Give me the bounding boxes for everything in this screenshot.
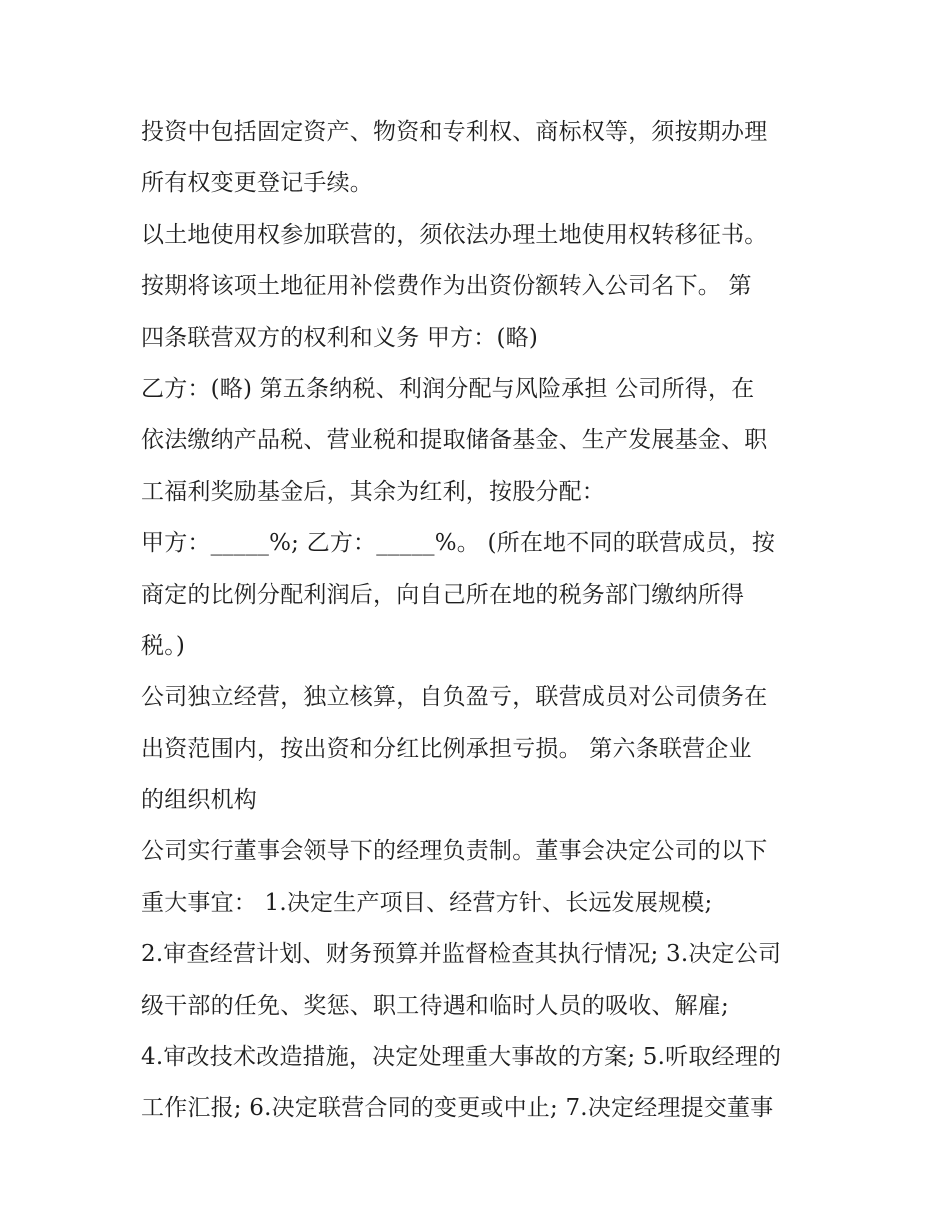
text-line: 按期将该项土地征用补偿费作为出资份额转入公司名下。 第 (141, 273, 752, 300)
text-line: 商定的比例分配利润后，向自己所在地的税务部门缴纳所得 (141, 581, 745, 608)
text-line: 乙方：(略) 第五条纳税、利润分配与风险承担 公司所得，在 (141, 375, 755, 402)
text-line: 四条联营双方的权利和义务 甲方：(略) (141, 324, 539, 351)
text-line: 所有权变更登记手续。 (141, 170, 373, 197)
text-line: 投资中包括固定资产、物资和专利权、商标权等，须按期办理 (141, 119, 768, 145)
text-line: 税。) (141, 632, 186, 659)
text-line: 的组织机构 (141, 787, 257, 814)
text-line: 依法缴纳产品税、营业税和提取储备基金、生产发展基金、职 (141, 427, 768, 454)
text-line: 2.审查经营计划、财务预算并监督检查其执行情况; 3.决定公司 (141, 941, 782, 968)
text-line: 工福利奖励基金后，其余为红利，按股分配： (141, 478, 605, 505)
text-line: 4.审改技术改造措施，决定处理重大事故的方案; 5.听取经理的 (141, 1044, 782, 1071)
text-line: 级干部的任免、奖惩、职工待遇和临时人员的吸收、解雇; (141, 992, 729, 1019)
text-line: 出资范围内，按出资和分红比例承担亏损。 第六条联营企业 (141, 735, 752, 762)
text-line: 以土地使用权参加联营的，须依法办理土地使用权转移征书。 (141, 221, 768, 248)
text-line: 甲方：_____%; 乙方：_____%。 (所在地不同的联营成员，按 (141, 530, 776, 557)
text-line: 公司独立经营，独立核算，自负盈亏，联营成员对公司债务在 (141, 684, 768, 711)
text-line: 公司实行董事会领导下的经理负责制。董事会决定公司的以下 (141, 838, 768, 865)
text-line: 重大事宜： 1.决定生产项目、经营方针、长远发展规模; (141, 889, 713, 916)
document-body (141, 107, 821, 1135)
text-line: 工作汇报; 6.决定联营合同的变更或中止; 7.决定经理提交董事 (141, 1095, 774, 1122)
